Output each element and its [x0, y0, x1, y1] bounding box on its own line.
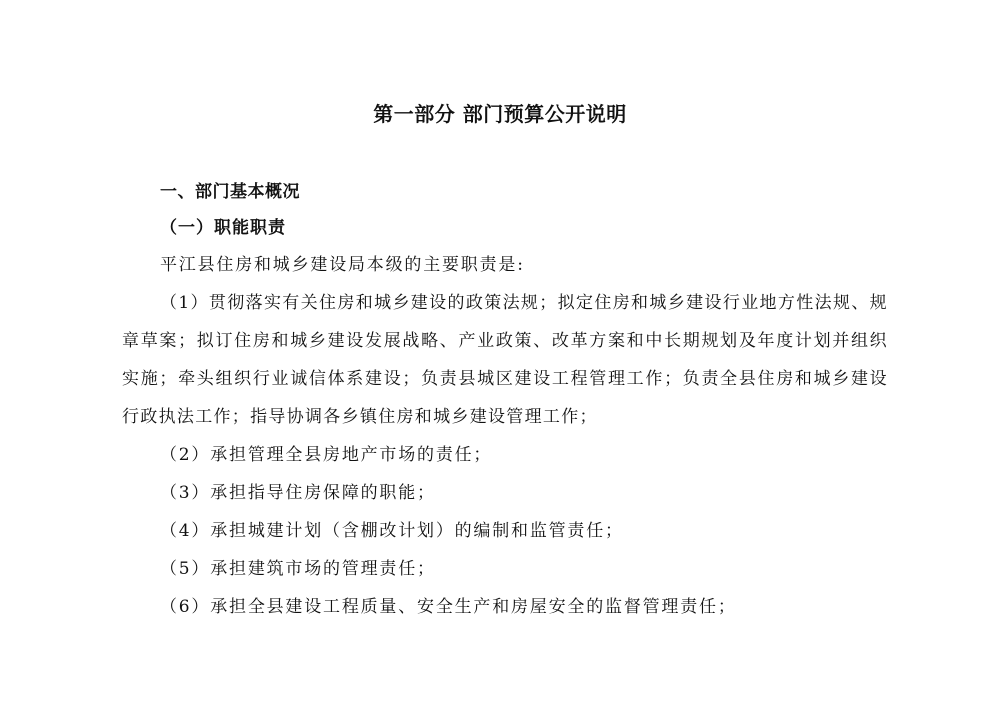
- subsection-heading: （一）职能职责: [160, 218, 286, 238]
- document-title: 第一部分 部门预算公开说明: [373, 102, 627, 126]
- intro-paragraph: 平江县住房和城乡建设局本级的主要职责是:: [160, 255, 525, 275]
- duty-item-5: （5）承担建筑市场的管理责任；: [160, 559, 436, 579]
- body-text: [122, 246, 888, 626]
- duty-item-2: （2）承担管理全县房地产市场的责任；: [160, 445, 493, 465]
- duty-item-6: （6）承担全县建设工程质量、安全生产和房屋安全的监督管理责任；: [160, 597, 737, 617]
- section-heading: 一、部门基本概况: [160, 182, 300, 202]
- duty-item-4: （4）承担城建计划（含棚改计划）的编制和监管责任；: [160, 521, 624, 541]
- duty-item-1: （1）贯彻落实有关住房和城乡建设的政策法规；拟定住房和城乡建设行业地方性法规、规章草案；拟订住房和城乡建设发展战略、产业政策、改革方案和中长期规划及年度计划并组织实施；牵头组织行业诚信体系建设；负责县城区建设工程管理工作；负责全县住房和城乡建设行政执法工作；指导协调各乡镇住房和城乡建设管理工作；: [122, 293, 888, 427]
- duty-item-3: （3）承担指导住房保障的职能；: [160, 483, 436, 503]
